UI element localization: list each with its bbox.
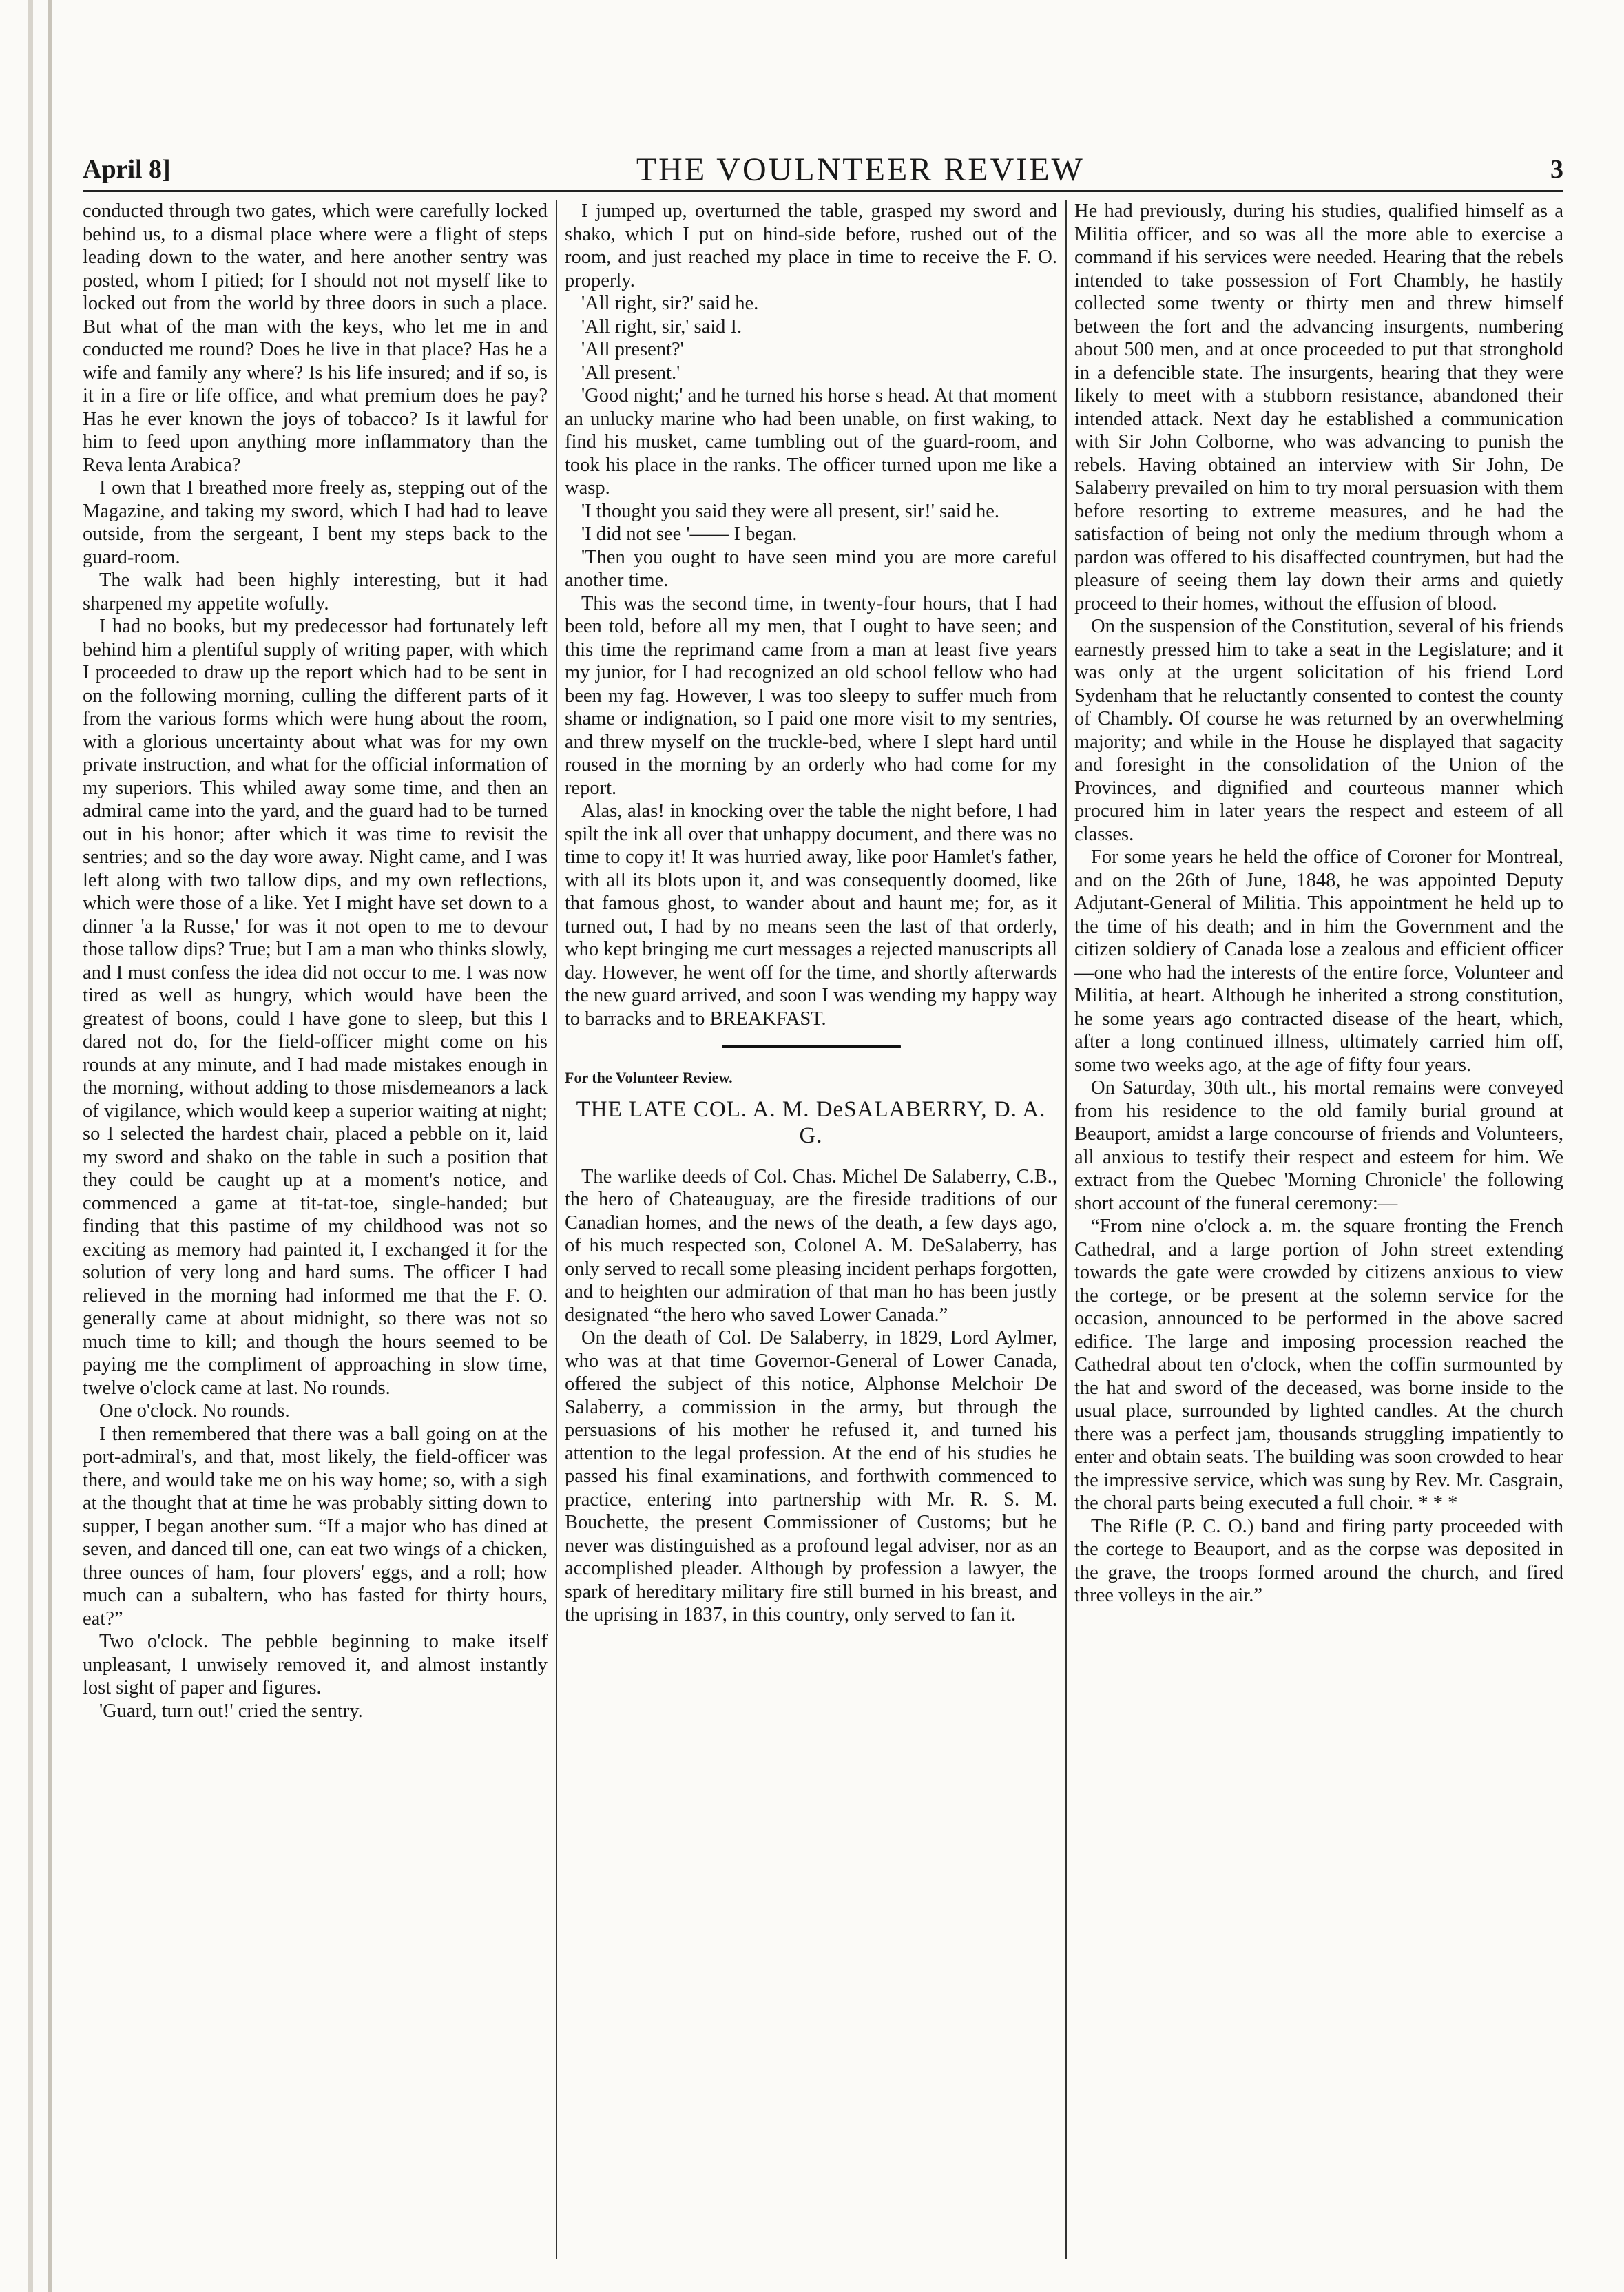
paragraph: 'I did not see '—— I began. <box>581 523 798 545</box>
article-title: THE LATE COL. A. M. DeSALABERRY, D. A. G. <box>576 1096 1046 1148</box>
paragraph: 'All present?' <box>581 339 684 360</box>
paragraph: For some years he held the office of Coroner for Montreal, and on the 26th of June, 1848, he was appointed Deputy Adjutant-General of Militia. This appointment he held up to the time of his death; and in him the Government and the citizen soldiery of Canada lose a zealous and efficient officer—one who had the interests of the entire force, Volunteer and Militia, at heart. Although he inherited a strong constitution, he some years ago contracted disease of the heart, which, after a long continued illness, ultimately carried him off, some two weeks ago, at the age of fifty four years. <box>1074 846 1563 1076</box>
paragraph: 'All present.' <box>581 362 680 384</box>
newspaper-title: THE VOULNTEER REVIEW <box>636 151 1085 188</box>
column-3 <box>1074 200 1563 2259</box>
masthead <box>83 149 1563 192</box>
paragraph: I had no books, but my predecessor had fortunately left behind him a plentiful supply of writing paper, with which I proceeded to draw up the report which had to be sent in on the following morning, culling the different parts of it from the various forms which were hung about the room, with a glorious uncertainty about what was for my own private instruction, and what for the official information of my superiors. This whiled away some time, and then an admiral came into the yard, and the guard had to be turned out in his honor; after which it was time to revisit the sentries; and so the day wore away. Night came, and I was left along with two tallow dips, and my own reflections, which were those of a like. Yet I might have set down to a dinner 'a la Russe,' for was it not open to me to devour those tallow dips? True; but I am a man who thinks slowly, and I must confess the idea did not occur to me. I was now tired as well as hungry, which would have been the greatest of boons, could I have gone to sleep, but this I dared not do, for the field-officer might come on his rounds at any minute, and I had made mistakes enough in the morning, without adding to those misdemeanors a lack of vigilance, which would keep a superior waiting at night; so I selected the hardest chair, placed a pebble on it, laid my sword and shako on the table in such a position that they could be caught up at a moment's notice, and commenced a game at tit-tat-toe, single-handed; but finding that this pastime of my childhood was not so exciting as memory had painted it, I exchanged it for the solution of very long and hard sums. The officer I had relieved in the morning had informed me that the F. O. generally came at about midnight, so there was not so much time to kill; and though the hours seemed to be paying me the compliment of approaching in slow time, twelve o'clock came at last. No rounds. <box>83 616 548 1399</box>
paragraph: 'I thought you said they were all present, sir!' said he. <box>581 500 1000 522</box>
page-number: 3 <box>1550 155 1563 184</box>
paragraph: The Rifle (P. C. O.) band and firing party proceeded with the cortege to Beauport, and as the corpse was deposited in the grave, the troops formed around the church, and fired three volleys in the air.” <box>1074 1515 1563 1606</box>
paragraph: 'All right, sir?' said he. <box>581 293 759 314</box>
paragraph: Two o'clock. The pebble beginning to make itself unpleasant, I unwisely removed it, and almost instantly lost sight of paper and figures. <box>83 1631 548 1698</box>
issue-date: April 8] <box>83 155 171 184</box>
paragraph: On the death of Col. De Salaberry, in 1829, Lord Aylmer, who was at that time Governor-General of Lower Canada, offered the subject of this notice, Alphonse Melchoir De Salaberry, a commission in the army, but through the persuasions of his mother he refused it, and turned his attention to the legal profession. At the end of his studies he passed his final examinations, and forthwith commenced to practice, entering into partnership with Mr. R. S. M. Bouchette, the present Commissioner of Customs; but he never was distinguished as a profound legal adviser, nor as an accomplished pleader. Although by profession a lawyer, the spark of hereditary military fire still burned in his breast, and the uprising in 1837, in this country, only served to fan it. <box>565 1327 1057 1625</box>
paragraph: “From nine o'clock a. m. the square fronting the French Cathedral, and a large portion of John street extending towards the gate were crowded by citizens anxious to view the cortege, or be present at the solemn service for the occasion, announced to be performed in the above sacred edifice. The large and imposing procession reached the Cathedral about ten o'clock, when the coffin surmounted by the hat and sword of the deceased, was borne inside to the usual place, surrounded by lighted candles. At the church there was a perfect jam, thousands struggling impatiently to enter and obtain seats. The building was soon crowded to hear the impressive service, which was sung by Rev. Mr. Casgrain, the choral parts being executed a full choir. * * * <box>1074 1216 1563 1514</box>
column-rule <box>556 200 557 2259</box>
paragraph: The warlike deeds of Col. Chas. Michel De Salaberry, C.B., the hero of Chateauguay, are the fireside traditions of our Canadian homes, and the news of the death, a few days ago, of his much respected son, Colonel A. M. DeSalaberry, has only served to recall some pleasing incident perhaps forgotten, and to heighten our admiration of that man ho has been justly designated “the hero who saved Lower Canada.” <box>565 1165 1057 1326</box>
column-2 <box>565 200 1057 2259</box>
paragraph: 'All right, sir,' said I. <box>581 315 742 337</box>
attribution-line: For the Volunteer Review. <box>565 1069 733 1086</box>
paragraph: On Saturday, 30th ult., his mortal remains were conveyed from his residence to the old family burial ground at Beauport, amidst a large concourse of friends and Volunteers, all anxious to testify their respect and esteem for him. We extract from the Quebec 'Morning Chronicle' the following short account of the funeral ceremony:— <box>1074 1077 1563 1214</box>
paragraph: I own that I breathed more freely as, stepping out of the Magazine, and taking my sword, which I had had to leave outside, from the sergeant, I bent my steps back to the guard-room. <box>83 477 548 568</box>
paragraph: 'Guard, turn out!' cried the sentry. <box>99 1700 363 1722</box>
column-rule <box>1065 200 1067 2259</box>
paragraph: One o'clock. No rounds. <box>99 1400 290 1421</box>
paragraph: 'Then you ought to have seen mind you are more careful another time. <box>565 546 1057 591</box>
paragraph: I then remembered that there was a ball going on at the port-admiral's, and that, most likely, the field-officer was there, and would take me on his way home; so, with a sigh at the thought that at time he was probably sitting down to supper, I began another sum. “If a major who has dined at seven, and danced till one, can eat two wings of a chicken, three ounces of ham, four plovers' eggs, and a roll; how much can a subaltern, who has fasted for thirty hours, eat?” <box>83 1423 548 1629</box>
column-1 <box>83 200 548 2259</box>
paragraph: I jumped up, overturned the table, grasped my sword and shako, which I put on hind-side before, rushed out of the room, and just reached my place in time to receive the F. O. properly. <box>565 200 1057 291</box>
paragraph: Alas, alas! in knocking over the table the night before, I had spilt the ink all over that unhappy document, and there was no time to copy it! It was hurried away, like poor Hamlet's father, with all its blots upon it, and was consequently doomed, like that famous ghost, to wander about and haunt me; for, as it turned out, I had by no means seen the last of that orderly, who kept bringing me curt messages a rejected manuscripts all day. However, he went off for the time, and shortly afterwards the new guard arrived, and soon I was wending my happy way to barracks and to BREAKFAST. <box>565 800 1057 1030</box>
page-binding-edge <box>0 0 76 2292</box>
paragraph: The walk had been highly interesting, but it had sharpened my appetite wofully. <box>83 570 548 614</box>
paragraph: He had previously, during his studies, qualified himself as a Militia officer, and so was all the more able to exercise a command if his services were needed. Hearing that the rebels intended to take possession of Fort Chambly, he hastily collected some twenty or thirty men and threw himself between the fort and the advancing insurgents, numbering about 500 men, and at once proceeded to put that stronghold in a defencible state. The insurgents, hearing that they were likely to meet with a stubborn resistance, abandoned their intended attack. Next day he established a communication with Sir John Colborne, who was advancing to punish the rebels. Having obtained an interview with Sir John, De Salaberry prevailed on him to try moral persuasion with them before resorting to extreme measures, and he had the satisfaction of being not only the medium through whom a pardon was offered to his disaffected countrymen, but had the pleasure of seeing them lay down their arms and quietly proceed to their homes, without the effusion of blood. <box>1074 200 1563 614</box>
paragraph: This was the second time, in twenty-four hours, that I had been told, before all my men, that I ought to have seen; and this time the reprimand came from a man at least five years my junior, for I had recognized an old school fellow who had been my fag. However, I was too sleepy to suffer much from shame or indignation, so I paid one more visit to my sentries, and threw myself on the truckle-bed, where I slept hard until roused in the morning by an orderly who had come for my report. <box>565 592 1057 799</box>
paragraph: conducted through two gates, which were carefully locked behind us, to a dismal place where were a flight of steps leading down to the water, and here another sentry was posted, whom I pitied; for I should not not myself like to locked out from the world by three doors in such a place. But what of the man with the keys, who let me in and conducted me round? Does he live in that place? Has he a wife and family any where? Is his life insured; and if so, is it in a fire or life office, and what premium does he pay? Has he ever known the joys of tobacco? Is it lawful for him to feed upon anything more inflammatory than the Reva lenta Arabica? <box>83 200 548 476</box>
paragraph: 'Good night;' and he turned his horse s head. At that moment an unlucky marine who had been unable, on first waking, to find his musket, came tumbling out of the guard-room, and took his place in the ranks. The officer turned upon me like a wasp. <box>565 385 1057 499</box>
section-divider <box>722 1040 901 1054</box>
paragraph: On the suspension of the Constitution, several of his friends earnestly pressed him to take a seat in the Legislature; and it was only at the urgent solicitation of his friend Lord Sydenham that he reluctantly consented to contest the county of Chambly. Of course he was returned by an overwhelming majority; and while in the House he displayed that sagacity and foresight in the consolidation of the Union of the Provinces, and dignified and courteous manner which procured him in later years the respect and esteem of all classes. <box>1074 616 1563 845</box>
